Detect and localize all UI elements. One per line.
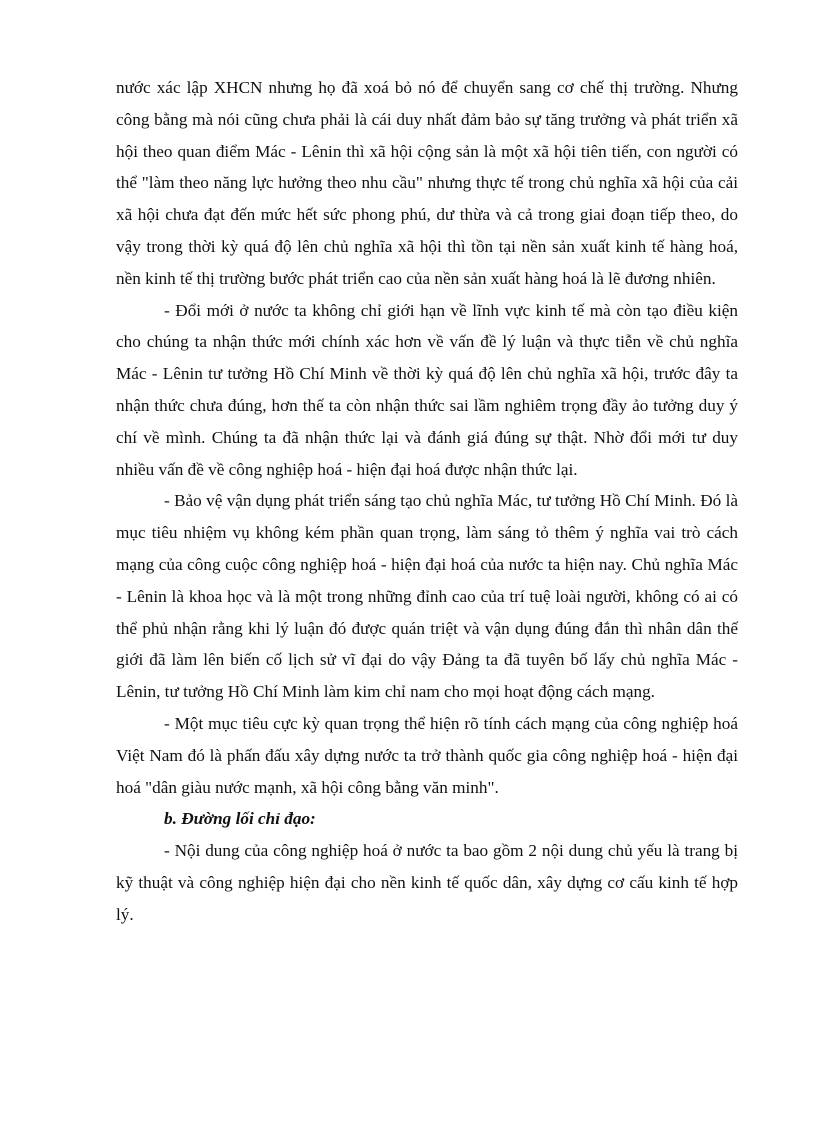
section-heading: b. Đường lối chỉ đạo: [164,809,316,829]
paragraph-noi-dung: - Nội dung của công nghiệp hoá ở nước ta bao gồm 2 nội dung chủ yếu là trang bị kỹ thuật và công nghiệp hiện đại cho nền kinh tế quốc dân, xây dựng cơ cấu kinh tế hợp lý. [116,841,738,924]
document-page [116,72,738,931]
paragraph-muc-tieu: - Một mục tiêu cực kỳ quan trọng thể hiện rõ tính cách mạng của công nghiệp hoá Việt Nam đó là phấn đấu xây dựng nước ta trở thành quốc gia công nghiệp hoá - hiện đại hoá "dân giàu nước mạnh, xã hội công bằng văn minh". [116,713,738,797]
paragraph-doi-moi: - Đổi mới ở nước ta không chỉ giới hạn về lĩnh vực kinh tế mà còn tạo điều kiện cho chúng ta nhận thức mới chính xác hơn về vấn đề lý luận và thực tiễn về chủ nghĩa Mác - Lênin tư tưởng Hồ Chí Minh về thời kỳ quá độ lên chủ nghĩa xã hội, trước đây ta nhận thức chưa đúng, hơn thế ta còn nhận thức sai lầm nghiêm trọng đầy ảo tưởng duy ý chí về mình. Chúng ta đã nhận thức lại và đánh giá đúng sự thật. Nhờ đổi mới tư duy nhiều vấn đề về công nghiệp hoá - hiện đại hoá được nhận thức lại. [116,300,738,479]
paragraph-continuation: nước xác lập XHCN nhưng họ đã xoá bỏ nó để chuyển sang cơ chế thị trường. Nhưng công bằng mà nói cũng chưa phải là cái duy nhất đảm bảo sự tăng trưởng và phát triển xã hội theo quan điểm Mác - Lênin thì xã hội cộng sản là một xã hội tiên tiến, con người có thể "làm theo năng lực hưởng theo nhu cầu" nhưng thực tế trong chủ nghĩa xã hội của cải xã hội chưa đạt đến mức hết sức phong phú, dư thừa và cả trong giai đoạn tiếp theo, do vậy trong thời kỳ quá độ lên chủ nghĩa xã hội thì tồn tại nền sản xuất kinh tế hàng hoá, nền kinh tế thị trường bước phát triển cao của nền sản xuất hàng hoá là lẽ đương nhiên. [116,78,738,288]
paragraph-bao-ve: - Bảo vệ vận dụng phát triển sáng tạo chủ nghĩa Mác, tư tưởng Hồ Chí Minh. Đó là mục tiêu nhiệm vụ không kém phần quan trọng, làm sáng tỏ thêm ý nghĩa vai trò cách mạng của công cuộc công nghiệp hoá - hiện đại hoá của nước ta hiện nay. Chủ nghĩa Mác - Lênin là khoa học và là một trong những đỉnh cao của trí tuệ loài người, không có ai có thể phủ nhận rằng khi lý luận đó được quán triệt và vận dụng đúng đắn thì nhân dân thế giới đã làm lên biến cố lịch sử vĩ đại do vậy Đảng ta đã tuyên bố lấy chủ nghĩa Mác - Lênin, tư tưởng Hồ Chí Minh làm kim chỉ nam cho mọi hoạt động cách mạng. [116,491,738,702]
